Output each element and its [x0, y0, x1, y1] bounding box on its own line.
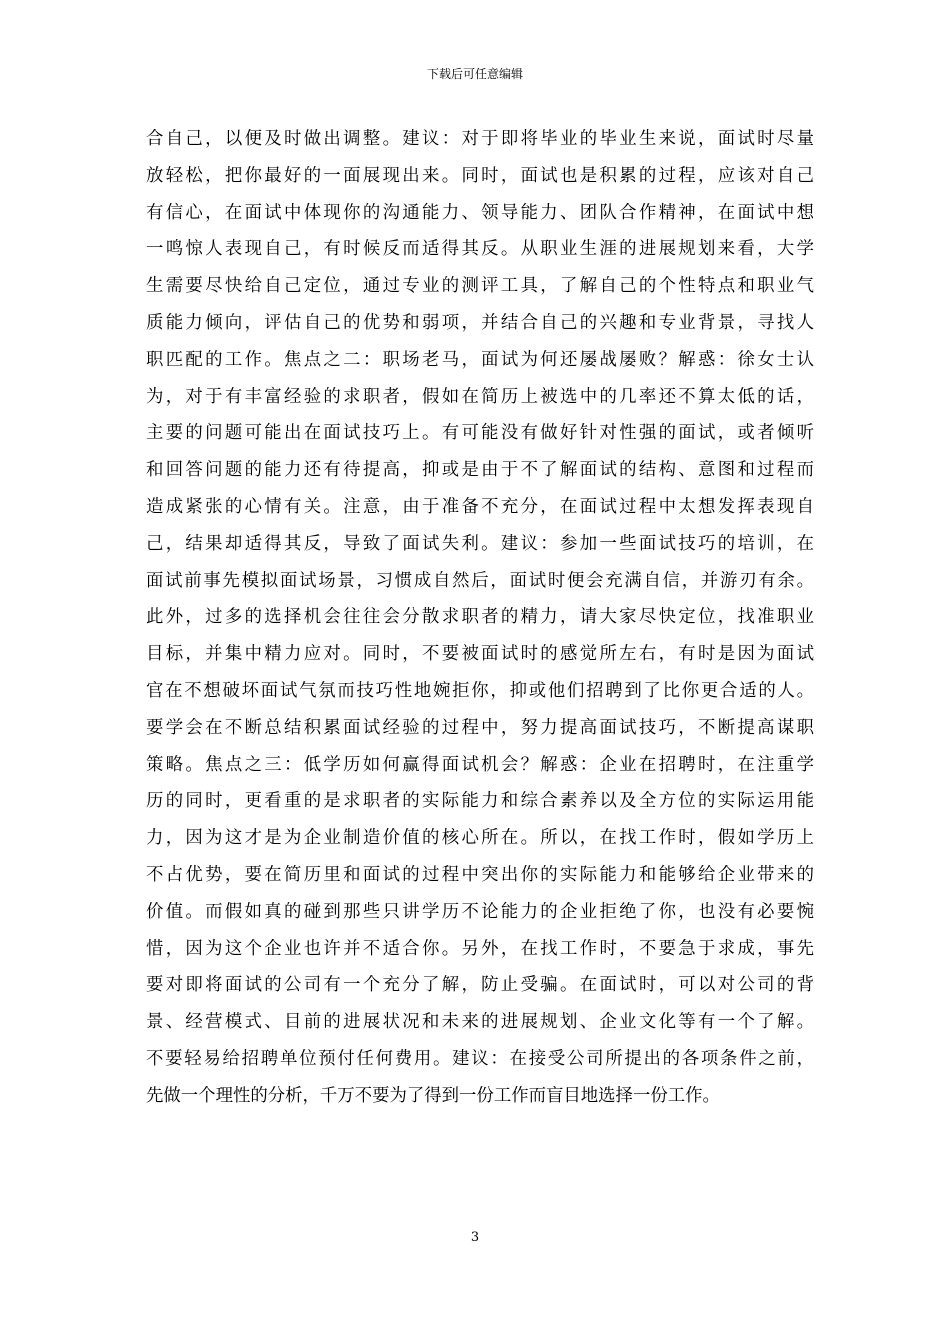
- text-line: 先做一个理性的分析，千万不要为了得到一份工作而盲目地选择一份工作。: [146, 1085, 720, 1106]
- page-number: 3: [470, 1230, 480, 1245]
- text-line: 不占优势，要在简历里和面试的过程中突出你的实际能力和能够给企业带来的: [146, 864, 814, 885]
- text-line: 己，结果却适得其反，导致了面试失利。建议：参加一些面试技巧的培训，在: [146, 533, 814, 554]
- text-line: 官在不想破坏面试气氛而技巧性地婉拒你，抑或他们招聘到了比你更合适的人。: [146, 680, 814, 701]
- text-line: 景、经营模式、目前的进展状况和未来的进展规划、企业文化等有一个了解。: [146, 1012, 814, 1033]
- text-line: 放轻松，把你最好的一面展现出来。同时，面试也是积累的过程，应该对自己: [146, 165, 814, 186]
- text-line: 惜，因为这个企业也许并不适合你。另外，在找工作时，不要急于求成，事先: [146, 938, 814, 959]
- text-line: 要对即将面试的公司有一个充分了解，防止受骗。在面试时，可以对公司的背: [146, 975, 814, 996]
- text-line: 历的同时，更看重的是求职者的实际能力和综合素养以及全方位的实际运用能: [146, 791, 814, 812]
- text-line: 合自己，以便及时做出调整。建议：对于即将毕业的毕业生来说，面试时尽量: [146, 129, 814, 149]
- page-header: 下载后可任意编辑: [426, 67, 523, 81]
- text-line: 职匹配的工作。焦点之二：职场老马，面试为何还屡战屡败？解惑：徐女士认: [146, 349, 814, 370]
- text-line: 价值。而假如真的碰到那些只讲学历不论能力的企业拒绝了你，也没有必要惋: [146, 901, 814, 922]
- text-line: 质能力倾向，评估自己的优势和弱项，并结合自己的兴趣和专业背景，寻找人: [146, 312, 814, 333]
- text-line: 要学会在不断总结积累面试经验的过程中，努力提高面试技巧，不断提高谋职: [146, 717, 814, 738]
- text-line: 一鸣惊人表现自己，有时候反而适得其反。从职业生涯的进展规划来看，大学: [146, 239, 814, 260]
- text-line: 目标，并集中精力应对。同时，不要被面试时的感觉所左右，有时是因为面试: [146, 644, 814, 665]
- text-line: 策略。焦点之三：低学历如何赢得面试机会？解惑：企业在招聘时，在注重学: [146, 754, 814, 775]
- body-text: [146, 121, 814, 1115]
- text-line: 面试前事先模拟面试场景，习惯成自然后，面试时便会充满自信，并游刃有余。: [146, 570, 814, 591]
- text-line: 生需要尽快给自己定位，通过专业的测评工具，了解自己的个性特点和职业气: [146, 276, 814, 297]
- text-line: 力，因为这才是为企业制造价值的核心所在。所以，在找工作时，假如学历上: [146, 828, 814, 849]
- text-line: 有信心，在面试中体现你的沟通能力、领导能力、团队合作精神，在面试中想: [146, 202, 814, 223]
- text-line: 不要轻易给招聘单位预付任何费用。建议：在接受公司所提出的各项条件之前，: [146, 1048, 814, 1069]
- text-line: 为，对于有丰富经验的求职者，假如在简历上被选中的几率还不算太低的话，: [146, 386, 814, 407]
- text-line: 造成紧张的心情有关。注意，由于准备不充分，在面试过程中太想发挥表现自: [146, 496, 814, 517]
- text-line: 主要的问题可能出在面试技巧上。有可能没有做好针对性强的面试，或者倾听: [146, 423, 814, 444]
- text-line: 此外，过多的选择机会往往会分散求职者的精力，请大家尽快定位，找准职业: [146, 607, 814, 628]
- text-line: 和回答问题的能力还有待提高，抑或是由于不了解面试的结构、意图和过程而: [146, 460, 814, 481]
